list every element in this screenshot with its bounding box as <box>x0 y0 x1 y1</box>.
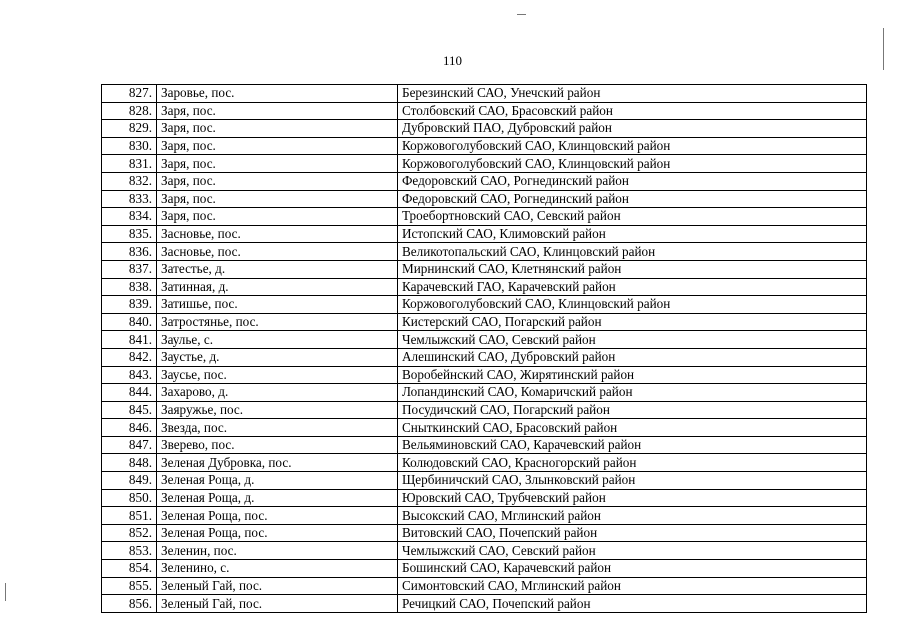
settlement-name: Захарово, д. <box>157 384 398 402</box>
row-number: 848. <box>102 454 157 472</box>
settlement-name: Затишье, пос. <box>157 296 398 314</box>
settlement-name: Заря, пос. <box>157 208 398 226</box>
table-row <box>102 595 867 613</box>
settlement-name: Зеленино, с. <box>157 560 398 578</box>
row-number: 828. <box>102 102 157 120</box>
settlement-name: Заря, пос. <box>157 120 398 138</box>
table-row <box>102 401 867 419</box>
administrative-unit: Березинский САО, Унечский район <box>398 85 867 103</box>
table-row <box>102 102 867 120</box>
scan-artifact <box>5 583 6 601</box>
administrative-unit: Карачевский ГАО, Карачевский район <box>398 278 867 296</box>
table-row <box>102 436 867 454</box>
settlements-table-wrapper <box>101 84 867 613</box>
row-number: 855. <box>102 577 157 595</box>
table-row <box>102 366 867 384</box>
administrative-unit: Посудичский САО, Погарский район <box>398 401 867 419</box>
table-row <box>102 155 867 173</box>
table-row <box>102 489 867 507</box>
settlement-name: Засновье, пос. <box>157 225 398 243</box>
settlement-name: Заря, пос. <box>157 155 398 173</box>
row-number: 843. <box>102 366 157 384</box>
settlement-name: Засновье, пос. <box>157 243 398 261</box>
administrative-unit: Алешинский САО, Дубровский район <box>398 348 867 366</box>
settlement-name: Зверево, пос. <box>157 436 398 454</box>
table-row <box>102 454 867 472</box>
administrative-unit: Чемлыжский САО, Севский район <box>398 331 867 349</box>
table-row <box>102 208 867 226</box>
row-number: 847. <box>102 436 157 454</box>
administrative-unit: Федоровский САО, Рогнединский район <box>398 172 867 190</box>
administrative-unit: Федоровский САО, Рогнединский район <box>398 190 867 208</box>
settlement-name: Зеленый Гай, пос. <box>157 577 398 595</box>
row-number: 837. <box>102 260 157 278</box>
row-number: 854. <box>102 560 157 578</box>
row-number: 829. <box>102 120 157 138</box>
administrative-unit: Кистерский САО, Погарский район <box>398 313 867 331</box>
row-number: 835. <box>102 225 157 243</box>
row-number: 844. <box>102 384 157 402</box>
row-number: 839. <box>102 296 157 314</box>
administrative-unit: Сныткинский САО, Брасовский район <box>398 419 867 437</box>
administrative-unit: Коржовоголубовский САО, Клинцовский район <box>398 155 867 173</box>
row-number: 842. <box>102 348 157 366</box>
settlement-name: Зеленая Роща, пос. <box>157 507 398 525</box>
administrative-unit: Витовский САО, Почепский район <box>398 524 867 542</box>
administrative-unit: Лопандинский САО, Комаричский район <box>398 384 867 402</box>
table-body <box>102 85 867 613</box>
settlement-name: Заустье, д. <box>157 348 398 366</box>
settlement-name: Затростянье, пос. <box>157 313 398 331</box>
row-number: 831. <box>102 155 157 173</box>
administrative-unit: Речицкий САО, Почепский район <box>398 595 867 613</box>
table-row <box>102 577 867 595</box>
table-row <box>102 225 867 243</box>
administrative-unit: Воробейнский САО, Жирятинский район <box>398 366 867 384</box>
administrative-unit: Великотопальский САО, Клинцовский район <box>398 243 867 261</box>
settlement-name: Зеленин, пос. <box>157 542 398 560</box>
settlement-name: Зеленая Роща, д. <box>157 472 398 490</box>
settlement-name: Зеленый Гай, пос. <box>157 595 398 613</box>
table-row <box>102 348 867 366</box>
table-row <box>102 524 867 542</box>
settlement-name: Звезда, пос. <box>157 419 398 437</box>
row-number: 834. <box>102 208 157 226</box>
row-number: 850. <box>102 489 157 507</box>
settlement-name: Зеленая Роща, пос. <box>157 524 398 542</box>
table-row <box>102 331 867 349</box>
table-row <box>102 472 867 490</box>
administrative-unit: Вельяминовский САО, Карачевский район <box>398 436 867 454</box>
settlement-name: Заря, пос. <box>157 172 398 190</box>
table-row <box>102 313 867 331</box>
row-number: 838. <box>102 278 157 296</box>
table-row <box>102 260 867 278</box>
row-number: 827. <box>102 85 157 103</box>
row-number: 832. <box>102 172 157 190</box>
settlement-name: Заяружье, пос. <box>157 401 398 419</box>
table-row <box>102 243 867 261</box>
row-number: 846. <box>102 419 157 437</box>
row-number: 830. <box>102 137 157 155</box>
settlement-name: Заря, пос. <box>157 137 398 155</box>
row-number: 851. <box>102 507 157 525</box>
settlement-name: Затинная, д. <box>157 278 398 296</box>
table-row <box>102 172 867 190</box>
row-number: 853. <box>102 542 157 560</box>
settlements-table <box>101 84 867 613</box>
row-number: 833. <box>102 190 157 208</box>
settlement-name: Зеленая Роща, д. <box>157 489 398 507</box>
administrative-unit: Симонтовский САО, Мглинский район <box>398 577 867 595</box>
administrative-unit: Истопский САО, Климовский район <box>398 225 867 243</box>
settlement-name: Заулье, с. <box>157 331 398 349</box>
settlement-name: Зеленая Дубровка, пос. <box>157 454 398 472</box>
settlement-name: Заровье, пос. <box>157 85 398 103</box>
administrative-unit: Дубровский ПАО, Дубровский район <box>398 120 867 138</box>
table-row <box>102 278 867 296</box>
administrative-unit: Столбовский САО, Брасовский район <box>398 102 867 120</box>
page-number: 110 <box>442 53 463 68</box>
administrative-unit: Чемлыжский САО, Севский район <box>398 542 867 560</box>
table-row <box>102 190 867 208</box>
administrative-unit: Троебортновский САО, Севский район <box>398 208 867 226</box>
table-row <box>102 560 867 578</box>
table-row <box>102 137 867 155</box>
administrative-unit: Мирнинский САО, Клетнянский район <box>398 260 867 278</box>
table-row <box>102 507 867 525</box>
administrative-unit: Юровский САО, Трубчевский район <box>398 489 867 507</box>
settlement-name: Заря, пос. <box>157 102 398 120</box>
administrative-unit: Коржовоголубовский САО, Клинцовский район <box>398 137 867 155</box>
table-row <box>102 384 867 402</box>
settlement-name: Заря, пос. <box>157 190 398 208</box>
table-row <box>102 542 867 560</box>
table-row <box>102 296 867 314</box>
administrative-unit: Высокский САО, Мглинский район <box>398 507 867 525</box>
row-number: 840. <box>102 313 157 331</box>
table-row <box>102 85 867 103</box>
row-number: 852. <box>102 524 157 542</box>
row-number: 841. <box>102 331 157 349</box>
table-row <box>102 419 867 437</box>
administrative-unit: Щербиничский САО, Злынковский район <box>398 472 867 490</box>
row-number: 856. <box>102 595 157 613</box>
row-number: 849. <box>102 472 157 490</box>
scan-artifact <box>517 14 526 15</box>
administrative-unit: Коржовоголубовский САО, Клинцовский район <box>398 296 867 314</box>
settlement-name: Заусье, пос. <box>157 366 398 384</box>
scan-artifact <box>883 28 884 70</box>
row-number: 845. <box>102 401 157 419</box>
settlement-name: Затестье, д. <box>157 260 398 278</box>
administrative-unit: Бошинский САО, Карачевский район <box>398 560 867 578</box>
table-row <box>102 120 867 138</box>
row-number: 836. <box>102 243 157 261</box>
administrative-unit: Колюдовский САО, Красногорский район <box>398 454 867 472</box>
